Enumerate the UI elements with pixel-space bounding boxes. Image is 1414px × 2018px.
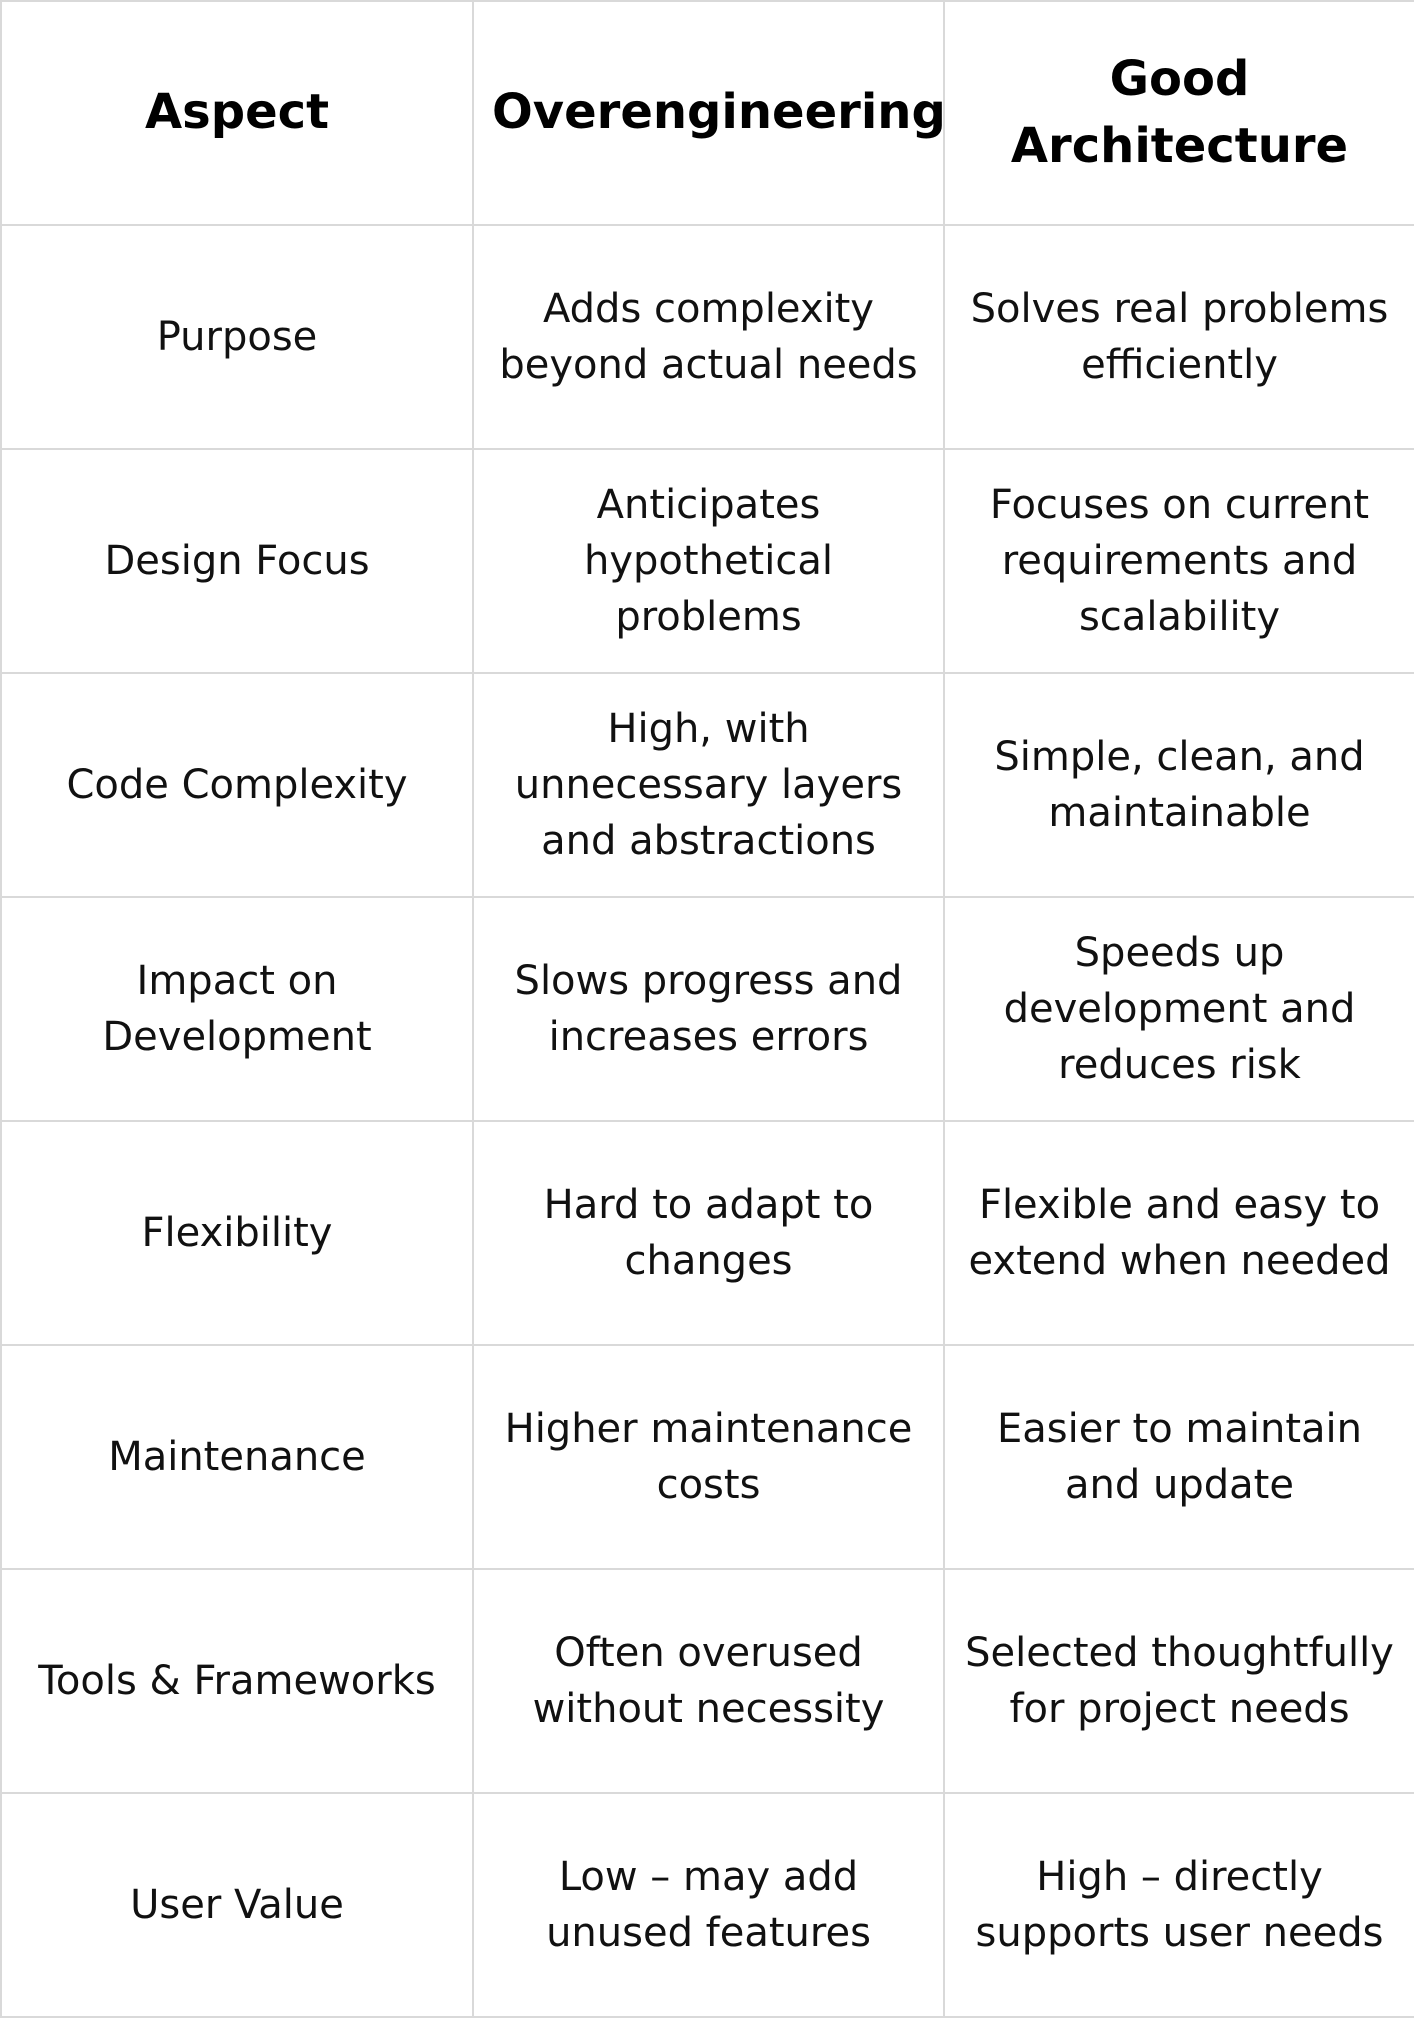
table-header xyxy=(1,1,1414,225)
cell-good-architecture: Simple, clean, and maintainable xyxy=(944,673,1414,897)
cell-overengineering: Often overused without necessity xyxy=(473,1569,944,1793)
header-row xyxy=(1,1,1414,225)
table-row xyxy=(1,1121,1414,1345)
cell-aspect: Design Focus xyxy=(1,449,473,673)
header-good-architecture: Good Architecture xyxy=(944,1,1414,225)
cell-good-architecture: High – directly supports user needs xyxy=(944,1793,1414,2017)
cell-overengineering: Hard to adapt to changes xyxy=(473,1121,944,1345)
table-row xyxy=(1,1345,1414,1569)
cell-good-architecture: Solves real problems efficiently xyxy=(944,225,1414,449)
header-aspect: Aspect xyxy=(1,1,473,225)
cell-overengineering: Low – may add unused features xyxy=(473,1793,944,2017)
cell-overengineering: Slows progress and increases errors xyxy=(473,897,944,1121)
cell-aspect: User Value xyxy=(1,1793,473,2017)
cell-aspect: Flexibility xyxy=(1,1121,473,1345)
cell-overengineering: High, with unnecessary layers and abstractions xyxy=(473,673,944,897)
cell-aspect: Code Complexity xyxy=(1,673,473,897)
cell-aspect: Impact on Development xyxy=(1,897,473,1121)
table-row xyxy=(1,449,1414,673)
header-overengineering: Overengineering xyxy=(473,1,944,225)
cell-overengineering: Adds complexity beyond actual needs xyxy=(473,225,944,449)
cell-good-architecture: Selected thoughtfully for project needs xyxy=(944,1569,1414,1793)
table-row xyxy=(1,225,1414,449)
table-row xyxy=(1,1569,1414,1793)
cell-good-architecture: Focuses on current requirements and scalability xyxy=(944,449,1414,673)
table-row xyxy=(1,673,1414,897)
cell-overengineering: Anticipates hypothetical problems xyxy=(473,449,944,673)
cell-aspect: Tools & Frameworks xyxy=(1,1569,473,1793)
table-row xyxy=(1,897,1414,1121)
cell-good-architecture: Easier to maintain and update xyxy=(944,1345,1414,1569)
table-body xyxy=(1,225,1414,2017)
cell-aspect: Maintenance xyxy=(1,1345,473,1569)
table-row xyxy=(1,1793,1414,2017)
cell-good-architecture: Speeds up development and reduces risk xyxy=(944,897,1414,1121)
cell-good-architecture: Flexible and easy to extend when needed xyxy=(944,1121,1414,1345)
cell-aspect: Purpose xyxy=(1,225,473,449)
cell-overengineering: Higher maintenance costs xyxy=(473,1345,944,1569)
